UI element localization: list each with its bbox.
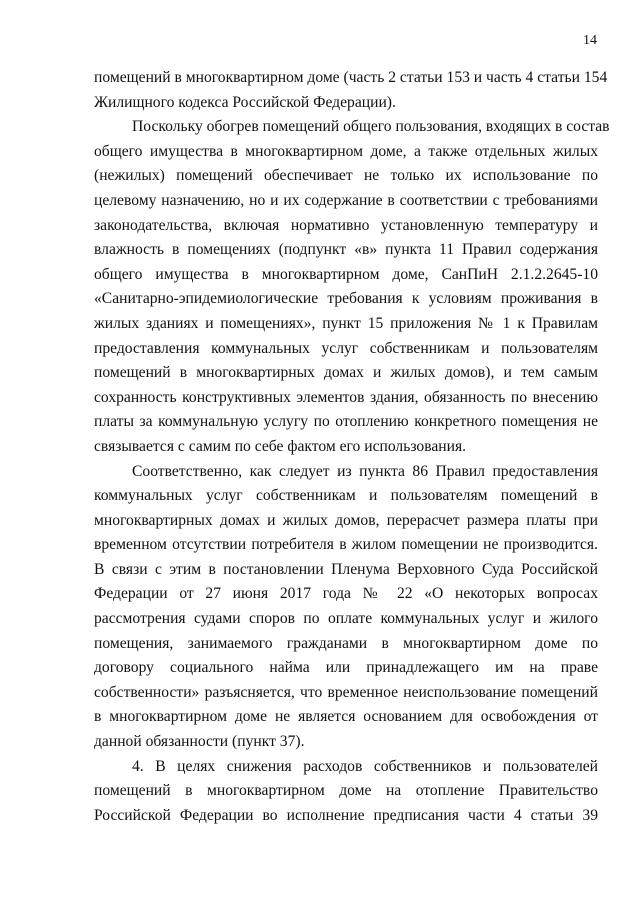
text-line: В связи с этим в постановлении Пленума Верховного Суда Российской: [94, 560, 598, 578]
text-line: «Санитарно-эпидемиологические требования к условиям проживания в: [94, 290, 598, 308]
text-line: собственности» разъясняется, что временное неиспользование помещений: [94, 683, 598, 701]
text-line: в многоквартирном доме не является основанием для освобождения от: [94, 708, 598, 726]
text-line: данной обязанности (пункт 37).: [94, 733, 305, 751]
text-line: предоставления коммунальных услуг собственникам и пользователям: [94, 339, 598, 357]
text-line: рассмотрения судами споров по оплате коммунальных услуг и жилого: [94, 610, 598, 628]
text-line: многоквартирных домах и жилых домов, перерасчет размера платы при: [94, 511, 598, 529]
page-number: 14: [583, 33, 597, 48]
text-line: (нежилых) помещений обеспечивает не только их использование по: [94, 167, 598, 185]
text-line: помещений в многоквартирном доме на отопление Правительство: [94, 782, 598, 800]
text-line: Поскольку обогрев помещений общего пользования, входящих в состав: [132, 118, 610, 136]
text-line: целевому назначению, но и их содержание в соответствии с требованиями: [94, 191, 598, 209]
text-line: влажность в помещениях (подпункт «в» пункта 11 Правил содержания: [94, 241, 598, 259]
text-line: договору социального найма или принадлежащего им на праве: [94, 659, 598, 677]
text-line: жилых зданиях и помещениях», пункт 15 приложения № 1 к Правилам: [94, 314, 598, 332]
text-line: законодательства, включая нормативно установленную температуру и: [94, 216, 598, 234]
text-line: временном отсутствии потребителя в жилом помещении не производится.: [94, 536, 598, 554]
text-line: 4. В целях снижения расходов собственников и пользователей: [132, 757, 598, 775]
text-line: помещения, занимаемого гражданами в многоквартирном доме по: [94, 634, 598, 652]
document-text: [94, 66, 610, 828]
text-line: коммунальных услуг собственникам и пользователям помещений в: [94, 487, 598, 505]
text-line: общего имущества в многоквартирном доме, а также отдельных жилых: [94, 142, 598, 160]
text-line: Российской Федерации во исполнение предписания части 4 статьи 39: [94, 806, 598, 824]
text-line: связывается с самим по себе фактом его использования.: [94, 437, 467, 455]
text-line: помещений в многоквартирном доме (часть 2 статьи 153 и часть 4 статьи 154: [94, 69, 608, 86]
text-line: сохранность конструктивных элементов здания, обязанность по внесению: [94, 388, 598, 406]
text-line: платы за коммунальную услугу по отоплению конкретного помещения не: [94, 413, 598, 431]
text-line: Соответственно, как следует из пункта 86 Правил предоставления: [132, 462, 598, 480]
text-line: Жилищного кодекса Российской Федерации).: [94, 93, 396, 111]
text-line: помещений в многоквартирных домах и жилых домов), и тем самым: [94, 364, 598, 382]
text-line: Федерации от 27 июня 2017 года № 22 «О некоторых вопросах: [94, 585, 598, 603]
text-line: общего имущества в многоквартирном доме, СанПиН 2.1.2.2645-10: [94, 265, 598, 283]
